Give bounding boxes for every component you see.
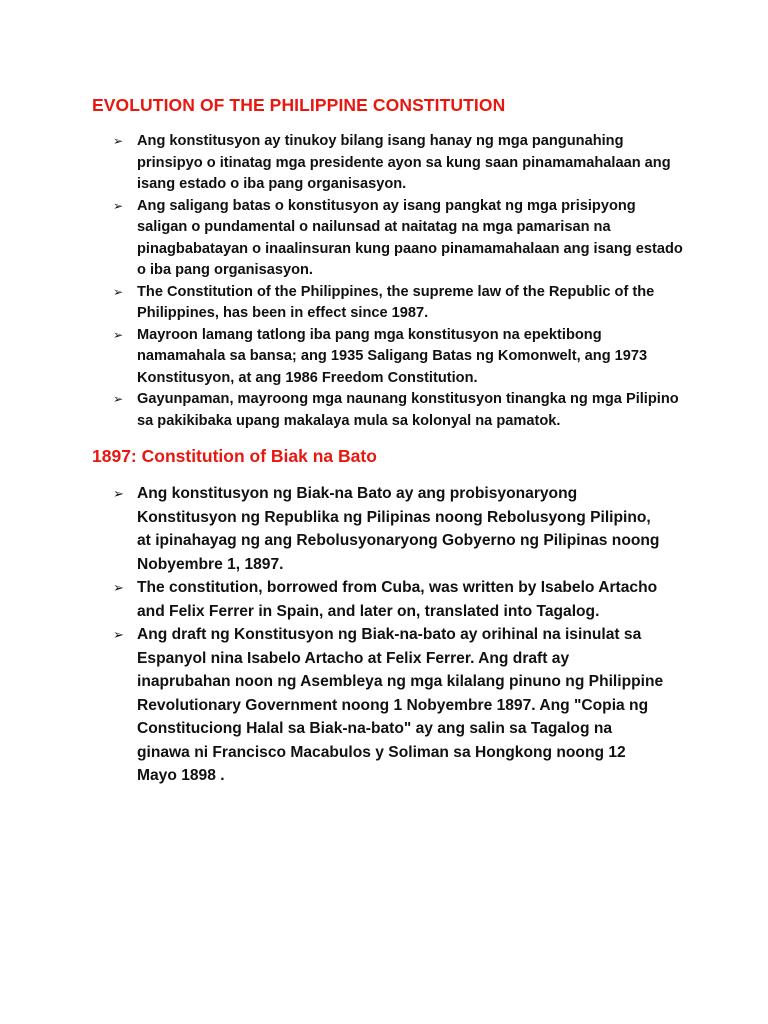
arrow-bullet-icon: ➢ bbox=[113, 134, 124, 148]
list-item-text: Mayroon lamang tatlong iba pang mga konstitusyon na epektibong namamahala sa bansa; ang 1935 Saligang Batas ng Komonwelt, ang 1973 Konstitusyon, at ang 1986 Freedom Constitution. bbox=[137, 326, 648, 386]
arrow-bullet-icon: ➢ bbox=[113, 327, 124, 342]
list-item bbox=[0, 131, 685, 196]
list-item-text: Ang konstitusyon ay tinukoy bilang isang hanay ng mga pangunahing prinsipyo o itinatag mga presidente ayon sa kung saan pinamamahalaan ang isang estado o iba pang organisasyon. bbox=[137, 133, 671, 192]
biak-na-bato-bullet-list bbox=[0, 482, 690, 788]
list-item-text: Gayunpaman, mayroong mga naunang konstitusyon tinangka ng mga Pilipino sa pakikibaka upang makalaya mula sa kolonyal na pamatok. bbox=[137, 391, 679, 429]
list-item bbox=[0, 325, 685, 390]
arrow-bullet-icon: ➢ bbox=[113, 627, 124, 642]
arrow-bullet-icon: ➢ bbox=[113, 580, 124, 595]
page-title: EVOLUTION OF THE PHILIPPINE CONSTITUTION bbox=[92, 95, 506, 115]
list-item-text: Ang draft ng Konstitusyon ng Biak-na-bato ay orihinal na isinulat sa Espanyol nina Isabelo Artacho at Felix Ferrer. Ang draft ay inaprubahan noon ng Asembleya ng mga kilalang pinuno ng Philippine Revolutionary Government noong 1 Nobyembre 1897. Ang "Copia ng Constituciong Halal sa Biak-na-bato" ay ang salin sa Tagalog na ginawa ni Francisco Macabulos y Soliman sa Hongkong noong 12 Mayo 1898 . bbox=[137, 626, 664, 784]
arrow-bullet-icon: ➢ bbox=[113, 198, 124, 213]
list-item-text: The Constitution of the Philippines, the supreme law of the Republic of the Philippines, has been in effect since 1987. bbox=[137, 283, 655, 321]
section-heading-biak-na-bato: 1897: Constitution of Biak na Bato bbox=[92, 446, 377, 466]
arrow-bullet-icon: ➢ bbox=[113, 284, 124, 299]
list-item-text: Ang konstitusyon ng Biak-na Bato ay ang probisyonaryong Konstitusyon ng Republika ng Pilipinas noong Rebolusyong Pilipino, at ipinahayag ng ang Rebolusyonaryong Gobyerno ng Pilipinas noong Nobyembre 1, 1897. bbox=[137, 485, 660, 573]
arrow-bullet-icon: ➢ bbox=[113, 392, 124, 406]
list-item bbox=[0, 389, 685, 432]
list-item-text: The constitution, borrowed from Cuba, was written by Isabelo Artacho and Felix Ferrer in Spain, and later on, translated into Tagalog. bbox=[137, 579, 658, 620]
list-item bbox=[0, 482, 664, 576]
list-item bbox=[0, 282, 685, 325]
list-item bbox=[0, 196, 685, 282]
intro-bullet-list bbox=[0, 131, 690, 432]
list-item bbox=[0, 576, 664, 623]
arrow-bullet-icon: ➢ bbox=[113, 486, 124, 501]
list-item bbox=[0, 623, 664, 788]
list-item-text: Ang saligang batas o konstitusyon ay isang pangkat ng mga prisipyong saligan o pundamental o nailunsad at naitatag na mga pamarisan na pinagbabatayan o inaalinsuran kung paano pinamamahalaan ang isang estado o iba pang organisasyon. bbox=[137, 197, 683, 278]
